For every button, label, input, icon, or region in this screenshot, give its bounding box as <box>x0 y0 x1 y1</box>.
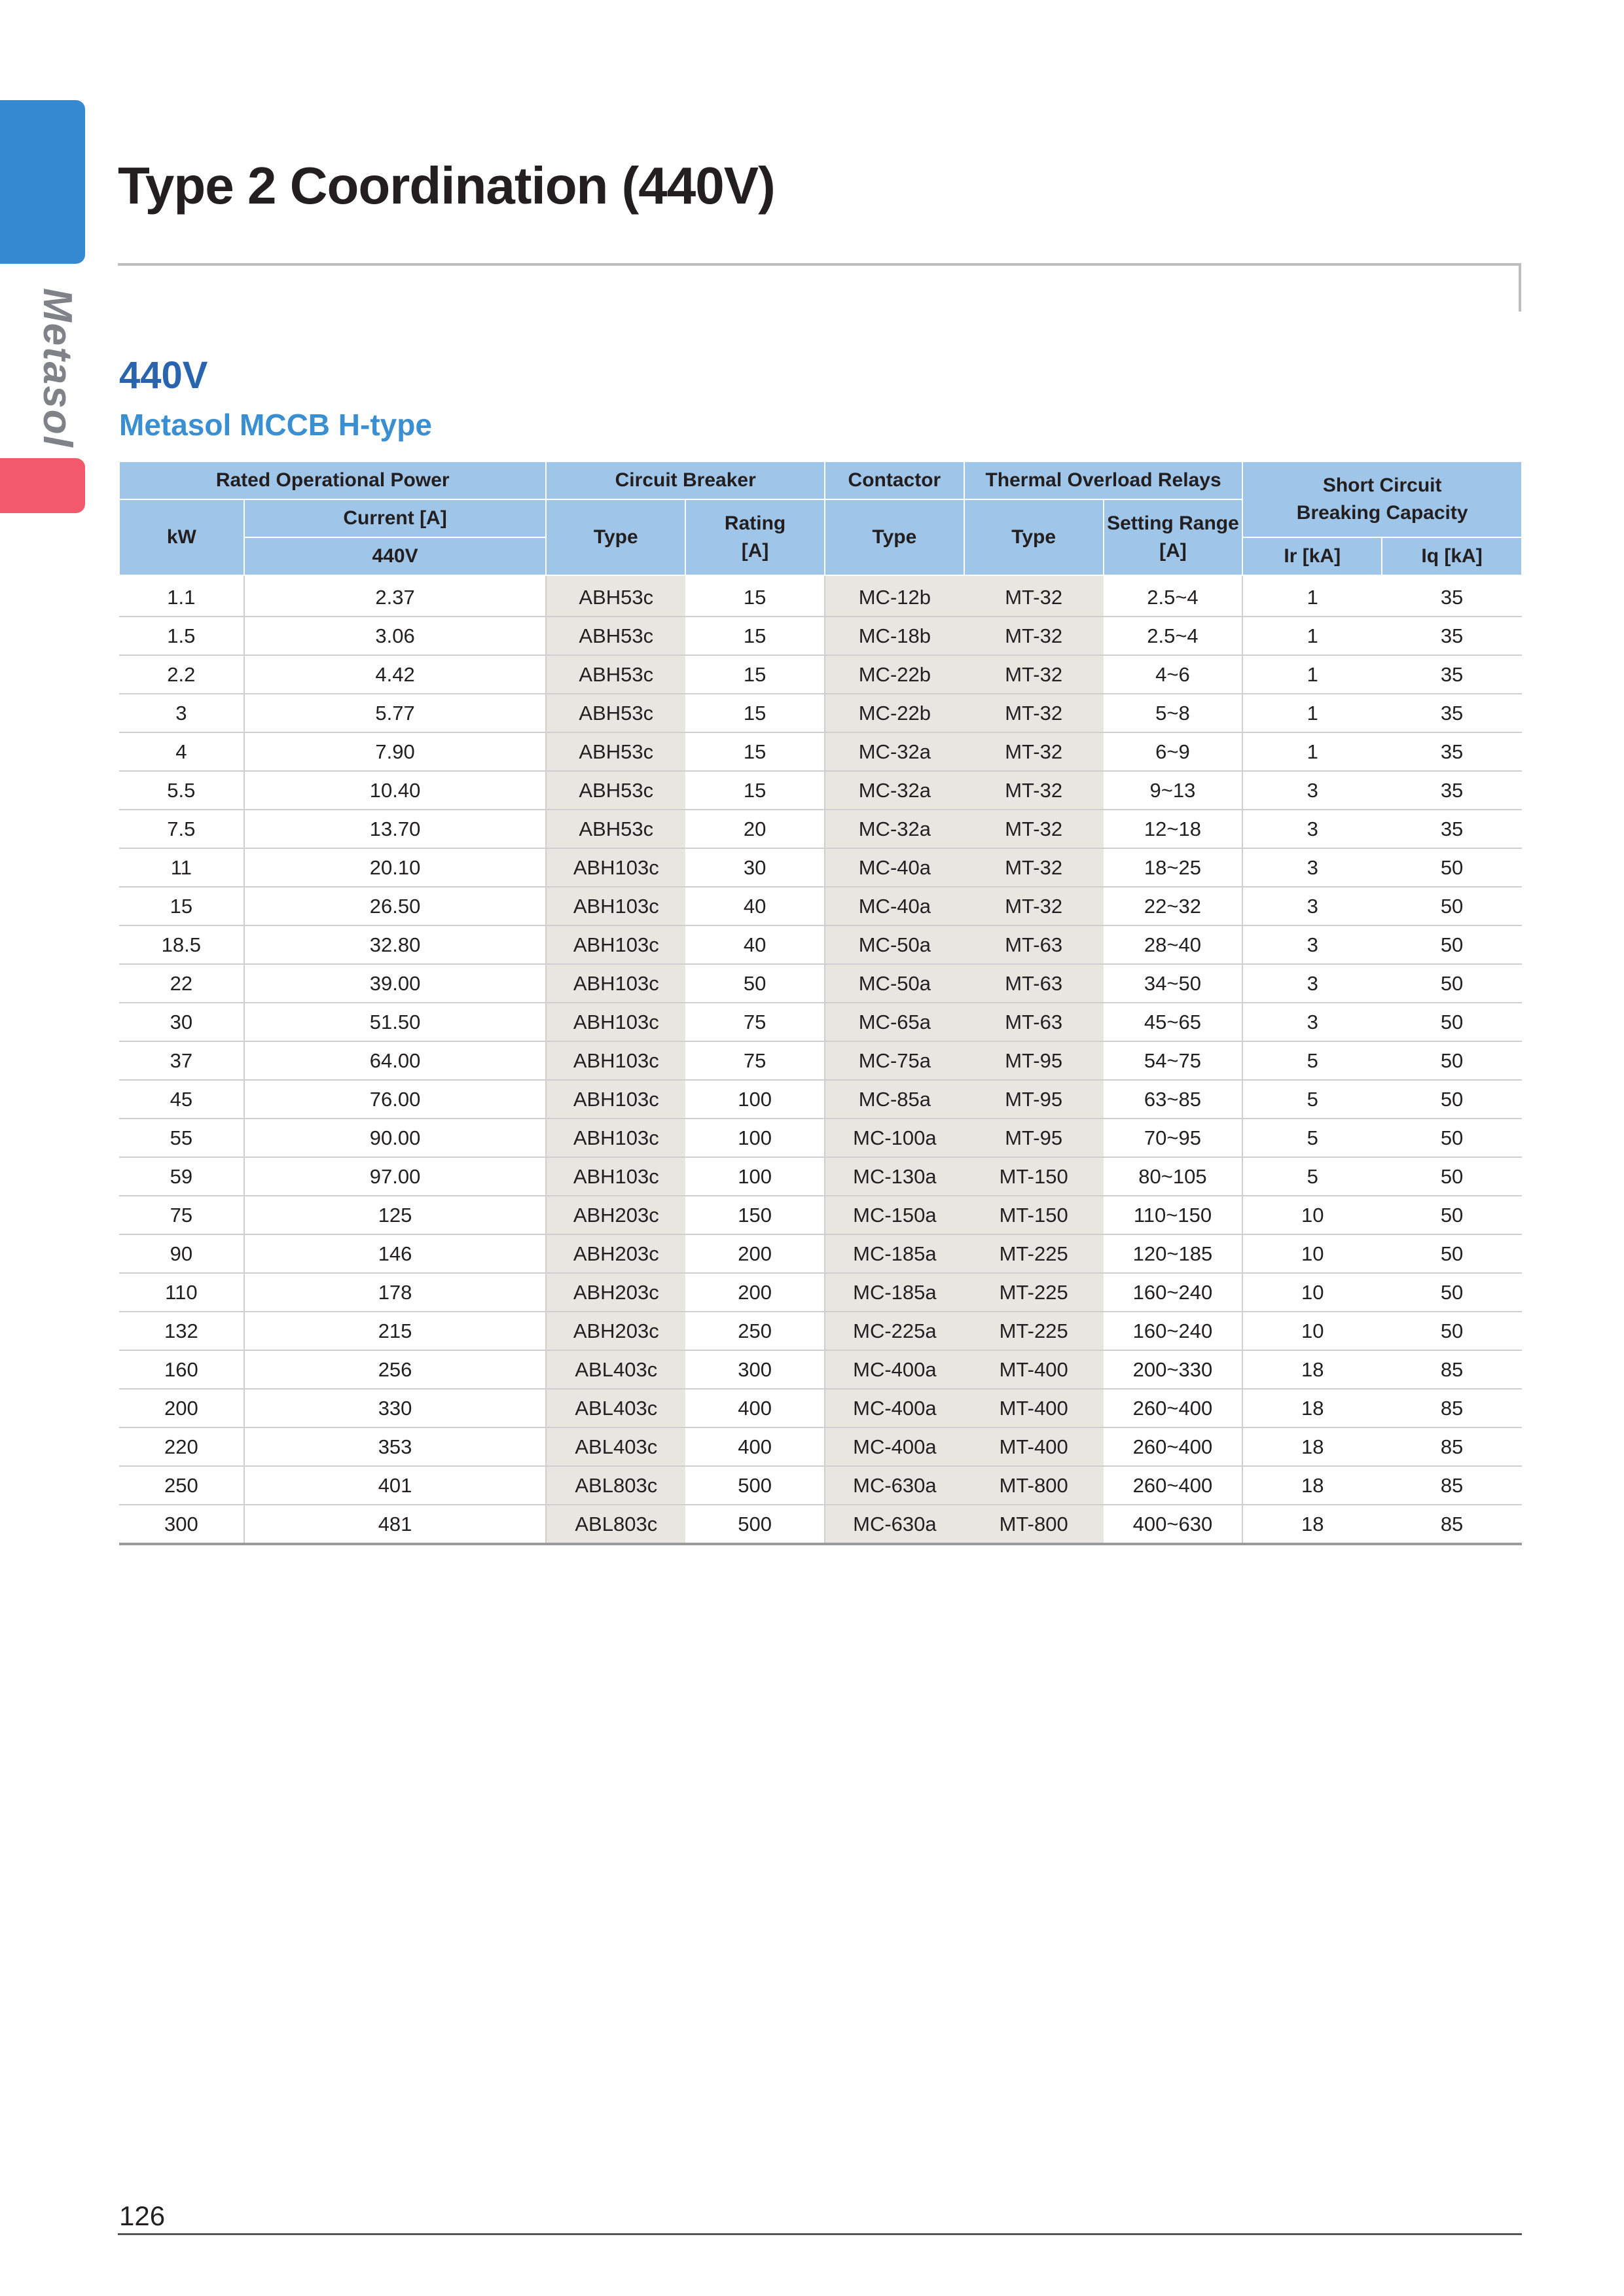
cell-current: 13.70 <box>244 810 547 848</box>
cell-ir: 1 <box>1242 694 1382 732</box>
cell-current: 401 <box>244 1466 547 1505</box>
cell-kw: 160 <box>119 1350 244 1389</box>
cell-ir: 1 <box>1242 655 1382 694</box>
cell-cb-type: ABH103c <box>546 848 685 887</box>
cell-ir: 1 <box>1242 732 1382 771</box>
cell-iq: 85 <box>1382 1350 1522 1389</box>
cell-thermal-type: MT-32 <box>964 575 1104 617</box>
section-voltage-heading: 440V <box>119 354 208 397</box>
table-row <box>119 1273 1522 1312</box>
header-circuit-breaker: Circuit Breaker <box>546 461 825 499</box>
title-divider-end <box>1519 263 1521 312</box>
header-440v: 440V <box>244 537 547 575</box>
cell-cb-type: ABH53c <box>546 771 685 810</box>
cell-cb-type: ABH103c <box>546 1119 685 1157</box>
cell-thermal-type: MT-63 <box>964 1003 1104 1041</box>
cell-current: 39.00 <box>244 964 547 1003</box>
cell-thermal-type: MT-32 <box>964 887 1104 925</box>
cell-contactor-type: MC-65a <box>825 1003 964 1041</box>
cell-kw: 59 <box>119 1157 244 1196</box>
cell-ir: 18 <box>1242 1466 1382 1505</box>
cell-current: 20.10 <box>244 848 547 887</box>
cell-iq: 50 <box>1382 964 1522 1003</box>
cell-ir: 10 <box>1242 1273 1382 1312</box>
cell-rating: 20 <box>685 810 825 848</box>
header-setting-line2: [A] <box>1159 540 1187 562</box>
cell-contactor-type: MC-18b <box>825 617 964 655</box>
cell-current: 353 <box>244 1427 547 1466</box>
cell-current: 215 <box>244 1312 547 1350</box>
cell-thermal-type: MT-63 <box>964 964 1104 1003</box>
header-short-circuit-line1: Short Circuit <box>1322 475 1442 496</box>
header-short-circuit <box>1242 461 1522 537</box>
cell-kw: 22 <box>119 964 244 1003</box>
table-row <box>119 1003 1522 1041</box>
cell-contactor-type: MC-130a <box>825 1157 964 1196</box>
cell-iq: 50 <box>1382 848 1522 887</box>
table-row <box>119 1041 1522 1080</box>
cell-cb-type: ABH53c <box>546 694 685 732</box>
cell-iq: 50 <box>1382 1041 1522 1080</box>
cell-cb-type: ABH103c <box>546 964 685 1003</box>
cell-kw: 90 <box>119 1234 244 1273</box>
cell-kw: 7.5 <box>119 810 244 848</box>
side-brand-label: Metasol <box>35 288 80 448</box>
cell-ir: 5 <box>1242 1041 1382 1080</box>
cell-ir: 5 <box>1242 1119 1382 1157</box>
cell-rating: 400 <box>685 1389 825 1427</box>
cell-rating: 100 <box>685 1157 825 1196</box>
cell-ir: 5 <box>1242 1080 1382 1119</box>
cell-rating: 15 <box>685 617 825 655</box>
cell-rating: 100 <box>685 1119 825 1157</box>
footer-divider <box>118 2233 1522 2235</box>
cell-ir: 18 <box>1242 1427 1382 1466</box>
table-row <box>119 1157 1522 1196</box>
cell-rating: 50 <box>685 964 825 1003</box>
table-row <box>119 810 1522 848</box>
cell-contactor-type: MC-400a <box>825 1350 964 1389</box>
cell-kw: 75 <box>119 1196 244 1234</box>
cell-current: 4.42 <box>244 655 547 694</box>
table-row <box>119 732 1522 771</box>
cell-rating: 500 <box>685 1466 825 1505</box>
table-row <box>119 655 1522 694</box>
header-contactor-type: Type <box>825 499 964 575</box>
cell-setting-range: 22~32 <box>1104 887 1243 925</box>
cell-iq: 85 <box>1382 1505 1522 1544</box>
table-row <box>119 848 1522 887</box>
cell-current: 10.40 <box>244 771 547 810</box>
header-short-circuit-line2: Breaking Capacity <box>1296 502 1468 524</box>
cell-contactor-type: MC-32a <box>825 810 964 848</box>
cell-ir: 18 <box>1242 1389 1382 1427</box>
cell-iq: 50 <box>1382 1119 1522 1157</box>
side-tab-red <box>0 458 85 513</box>
cell-kw: 2.2 <box>119 655 244 694</box>
cell-kw: 3 <box>119 694 244 732</box>
cell-iq: 35 <box>1382 771 1522 810</box>
cell-setting-range: 2.5~4 <box>1104 575 1243 617</box>
cell-rating: 15 <box>685 694 825 732</box>
cell-contactor-type: MC-50a <box>825 964 964 1003</box>
cell-rating: 250 <box>685 1312 825 1350</box>
cell-kw: 250 <box>119 1466 244 1505</box>
cell-setting-range: 63~85 <box>1104 1080 1243 1119</box>
cell-iq: 50 <box>1382 1312 1522 1350</box>
cell-rating: 40 <box>685 925 825 964</box>
header-setting-range <box>1104 499 1243 575</box>
cell-setting-range: 160~240 <box>1104 1273 1243 1312</box>
cell-cb-type: ABL403c <box>546 1389 685 1427</box>
cell-iq: 35 <box>1382 694 1522 732</box>
cell-contactor-type: MC-22b <box>825 694 964 732</box>
cell-cb-type: ABL403c <box>546 1427 685 1466</box>
cell-setting-range: 2.5~4 <box>1104 617 1243 655</box>
cell-thermal-type: MT-32 <box>964 617 1104 655</box>
cell-setting-range: 260~400 <box>1104 1427 1243 1466</box>
cell-iq: 35 <box>1382 617 1522 655</box>
cell-cb-type: ABH53c <box>546 810 685 848</box>
table-row <box>119 964 1522 1003</box>
cell-thermal-type: MT-32 <box>964 810 1104 848</box>
cell-setting-range: 45~65 <box>1104 1003 1243 1041</box>
cell-ir: 10 <box>1242 1196 1382 1234</box>
cell-rating: 15 <box>685 732 825 771</box>
table-row <box>119 1389 1522 1427</box>
table-row <box>119 925 1522 964</box>
cell-kw: 1.1 <box>119 575 244 617</box>
cell-contactor-type: MC-185a <box>825 1273 964 1312</box>
table-row <box>119 1080 1522 1119</box>
cell-rating: 15 <box>685 655 825 694</box>
cell-kw: 200 <box>119 1389 244 1427</box>
cell-contactor-type: MC-85a <box>825 1080 964 1119</box>
cell-setting-range: 80~105 <box>1104 1157 1243 1196</box>
header-current: Current [A] <box>244 499 547 537</box>
side-tab-blue <box>0 100 85 264</box>
cell-kw: 1.5 <box>119 617 244 655</box>
cell-current: 146 <box>244 1234 547 1273</box>
cell-contactor-type: MC-630a <box>825 1466 964 1505</box>
cell-thermal-type: MT-400 <box>964 1389 1104 1427</box>
cell-setting-range: 54~75 <box>1104 1041 1243 1080</box>
cell-rating: 200 <box>685 1234 825 1273</box>
cell-contactor-type: MC-630a <box>825 1505 964 1544</box>
cell-ir: 3 <box>1242 925 1382 964</box>
cell-contactor-type: MC-32a <box>825 771 964 810</box>
table-row <box>119 1196 1522 1234</box>
cell-setting-range: 260~400 <box>1104 1466 1243 1505</box>
cell-iq: 35 <box>1382 575 1522 617</box>
cell-rating: 15 <box>685 575 825 617</box>
cell-contactor-type: MC-100a <box>825 1119 964 1157</box>
cell-thermal-type: MT-63 <box>964 925 1104 964</box>
cell-current: 256 <box>244 1350 547 1389</box>
cell-kw: 110 <box>119 1273 244 1312</box>
cell-kw: 132 <box>119 1312 244 1350</box>
title-divider <box>118 263 1521 266</box>
cell-setting-range: 28~40 <box>1104 925 1243 964</box>
cell-current: 330 <box>244 1389 547 1427</box>
cell-contactor-type: MC-400a <box>825 1427 964 1466</box>
table-header <box>119 461 1522 575</box>
cell-iq: 85 <box>1382 1389 1522 1427</box>
cell-iq: 50 <box>1382 887 1522 925</box>
cell-iq: 50 <box>1382 1273 1522 1312</box>
cell-iq: 35 <box>1382 810 1522 848</box>
cell-thermal-type: MT-150 <box>964 1157 1104 1196</box>
cell-ir: 3 <box>1242 810 1382 848</box>
cell-cb-type: ABH103c <box>546 1003 685 1041</box>
cell-setting-range: 260~400 <box>1104 1389 1243 1427</box>
cell-contactor-type: MC-50a <box>825 925 964 964</box>
cell-contactor-type: MC-225a <box>825 1312 964 1350</box>
cell-iq: 50 <box>1382 1157 1522 1196</box>
cell-current: 51.50 <box>244 1003 547 1041</box>
cell-iq: 50 <box>1382 1234 1522 1273</box>
cell-kw: 300 <box>119 1505 244 1544</box>
cell-ir: 3 <box>1242 848 1382 887</box>
cell-setting-range: 160~240 <box>1104 1312 1243 1350</box>
cell-iq: 35 <box>1382 732 1522 771</box>
cell-cb-type: ABH203c <box>546 1234 685 1273</box>
page-number: 126 <box>119 2200 166 2231</box>
cell-thermal-type: MT-95 <box>964 1041 1104 1080</box>
cell-thermal-type: MT-95 <box>964 1119 1104 1157</box>
header-rated-power: Rated Operational Power <box>119 461 546 499</box>
cell-cb-type: ABL403c <box>546 1350 685 1389</box>
header-setting-line1: Setting Range <box>1107 512 1239 534</box>
cell-cb-type: ABH53c <box>546 575 685 617</box>
cell-current: 64.00 <box>244 1041 547 1080</box>
cell-kw: 220 <box>119 1427 244 1466</box>
table-row <box>119 1466 1522 1505</box>
cell-thermal-type: MT-32 <box>964 694 1104 732</box>
cell-current: 7.90 <box>244 732 547 771</box>
cell-thermal-type: MT-32 <box>964 771 1104 810</box>
cell-thermal-type: MT-225 <box>964 1273 1104 1312</box>
header-ir: Ir [kA] <box>1242 537 1382 575</box>
cell-current: 125 <box>244 1196 547 1234</box>
cell-current: 178 <box>244 1273 547 1312</box>
cell-thermal-type: MT-225 <box>964 1234 1104 1273</box>
cell-iq: 50 <box>1382 1003 1522 1041</box>
cell-cb-type: ABH203c <box>546 1196 685 1234</box>
cell-rating: 500 <box>685 1505 825 1544</box>
table-row <box>119 771 1522 810</box>
header-rating-line1: Rating <box>724 512 786 534</box>
cell-cb-type: ABH103c <box>546 887 685 925</box>
cell-setting-range: 400~630 <box>1104 1505 1243 1544</box>
cell-cb-type: ABH103c <box>546 1041 685 1080</box>
header-contactor: Contactor <box>825 461 964 499</box>
header-iq: Iq [kA] <box>1382 537 1522 575</box>
header-rating <box>685 499 825 575</box>
cell-kw: 5.5 <box>119 771 244 810</box>
table-row <box>119 1234 1522 1273</box>
cell-thermal-type: MT-32 <box>964 848 1104 887</box>
cell-contactor-type: MC-150a <box>825 1196 964 1234</box>
cell-setting-range: 110~150 <box>1104 1196 1243 1234</box>
cell-kw: 15 <box>119 887 244 925</box>
cell-ir: 3 <box>1242 1003 1382 1041</box>
cell-iq: 50 <box>1382 925 1522 964</box>
cell-ir: 10 <box>1242 1312 1382 1350</box>
cell-rating: 100 <box>685 1080 825 1119</box>
cell-ir: 3 <box>1242 887 1382 925</box>
cell-current: 2.37 <box>244 575 547 617</box>
header-kw: kW <box>119 499 244 575</box>
cell-iq: 50 <box>1382 1080 1522 1119</box>
cell-ir: 3 <box>1242 964 1382 1003</box>
cell-rating: 200 <box>685 1273 825 1312</box>
cell-cb-type: ABH203c <box>546 1312 685 1350</box>
cell-contactor-type: MC-400a <box>825 1389 964 1427</box>
cell-contactor-type: MC-40a <box>825 887 964 925</box>
table-row <box>119 1505 1522 1544</box>
cell-current: 32.80 <box>244 925 547 964</box>
cell-cb-type: ABH53c <box>546 617 685 655</box>
cell-cb-type: ABH103c <box>546 1157 685 1196</box>
cell-thermal-type: MT-32 <box>964 732 1104 771</box>
cell-setting-range: 12~18 <box>1104 810 1243 848</box>
cell-contactor-type: MC-12b <box>825 575 964 617</box>
cell-kw: 18.5 <box>119 925 244 964</box>
cell-ir: 1 <box>1242 575 1382 617</box>
cell-rating: 40 <box>685 887 825 925</box>
table-row <box>119 617 1522 655</box>
cell-rating: 15 <box>685 771 825 810</box>
cell-current: 481 <box>244 1505 547 1544</box>
coordination-table <box>118 461 1523 1545</box>
cell-kw: 37 <box>119 1041 244 1080</box>
cell-ir: 18 <box>1242 1505 1382 1544</box>
cell-rating: 150 <box>685 1196 825 1234</box>
cell-current: 5.77 <box>244 694 547 732</box>
cell-ir: 3 <box>1242 771 1382 810</box>
cell-setting-range: 120~185 <box>1104 1234 1243 1273</box>
cell-rating: 30 <box>685 848 825 887</box>
cell-setting-range: 5~8 <box>1104 694 1243 732</box>
table-row <box>119 694 1522 732</box>
header-thermal-overload: Thermal Overload Relays <box>964 461 1243 499</box>
cell-cb-type: ABH103c <box>546 1080 685 1119</box>
cell-cb-type: ABH53c <box>546 732 685 771</box>
cell-contactor-type: MC-22b <box>825 655 964 694</box>
cell-thermal-type: MT-400 <box>964 1350 1104 1389</box>
cell-rating: 75 <box>685 1041 825 1080</box>
cell-iq: 85 <box>1382 1427 1522 1466</box>
cell-kw: 11 <box>119 848 244 887</box>
cell-current: 3.06 <box>244 617 547 655</box>
cell-setting-range: 4~6 <box>1104 655 1243 694</box>
cell-thermal-type: MT-150 <box>964 1196 1104 1234</box>
cell-cb-type: ABL803c <box>546 1466 685 1505</box>
cell-rating: 75 <box>685 1003 825 1041</box>
table-row <box>119 575 1522 617</box>
cell-thermal-type: MT-800 <box>964 1505 1104 1544</box>
cell-cb-type: ABH53c <box>546 655 685 694</box>
cell-ir: 1 <box>1242 617 1382 655</box>
table-row <box>119 1350 1522 1389</box>
cell-iq: 35 <box>1382 655 1522 694</box>
cell-setting-range: 18~25 <box>1104 848 1243 887</box>
cell-thermal-type: MT-400 <box>964 1427 1104 1466</box>
cell-rating: 300 <box>685 1350 825 1389</box>
cell-contactor-type: MC-75a <box>825 1041 964 1080</box>
cell-thermal-type: MT-225 <box>964 1312 1104 1350</box>
cell-setting-range: 34~50 <box>1104 964 1243 1003</box>
cell-iq: 50 <box>1382 1196 1522 1234</box>
cell-rating: 400 <box>685 1427 825 1466</box>
cell-thermal-type: MT-32 <box>964 655 1104 694</box>
cell-cb-type: ABH103c <box>546 925 685 964</box>
table-body <box>119 575 1522 1544</box>
cell-thermal-type: MT-800 <box>964 1466 1104 1505</box>
cell-cb-type: ABL803c <box>546 1505 685 1544</box>
cell-contactor-type: MC-185a <box>825 1234 964 1273</box>
cell-current: 26.50 <box>244 887 547 925</box>
cell-iq: 85 <box>1382 1466 1522 1505</box>
table-row <box>119 1119 1522 1157</box>
cell-current: 97.00 <box>244 1157 547 1196</box>
cell-kw: 55 <box>119 1119 244 1157</box>
header-rating-line2: [A] <box>741 540 769 562</box>
cell-ir: 18 <box>1242 1350 1382 1389</box>
page-title: Type 2 Coordination (440V) <box>118 156 775 215</box>
cell-ir: 5 <box>1242 1157 1382 1196</box>
cell-thermal-type: MT-95 <box>964 1080 1104 1119</box>
cell-kw: 4 <box>119 732 244 771</box>
cell-ir: 10 <box>1242 1234 1382 1273</box>
cell-kw: 45 <box>119 1080 244 1119</box>
section-subtitle: Metasol MCCB H-type <box>119 408 432 442</box>
header-cb-type: Type <box>546 499 685 575</box>
table-row <box>119 887 1522 925</box>
table-row <box>119 1312 1522 1350</box>
header-thermal-type: Type <box>964 499 1104 575</box>
table-row <box>119 1427 1522 1466</box>
cell-setting-range: 6~9 <box>1104 732 1243 771</box>
cell-setting-range: 70~95 <box>1104 1119 1243 1157</box>
cell-cb-type: ABH203c <box>546 1273 685 1312</box>
cell-current: 76.00 <box>244 1080 547 1119</box>
cell-setting-range: 9~13 <box>1104 771 1243 810</box>
cell-contactor-type: MC-40a <box>825 848 964 887</box>
cell-kw: 30 <box>119 1003 244 1041</box>
cell-contactor-type: MC-32a <box>825 732 964 771</box>
cell-current: 90.00 <box>244 1119 547 1157</box>
cell-setting-range: 200~330 <box>1104 1350 1243 1389</box>
